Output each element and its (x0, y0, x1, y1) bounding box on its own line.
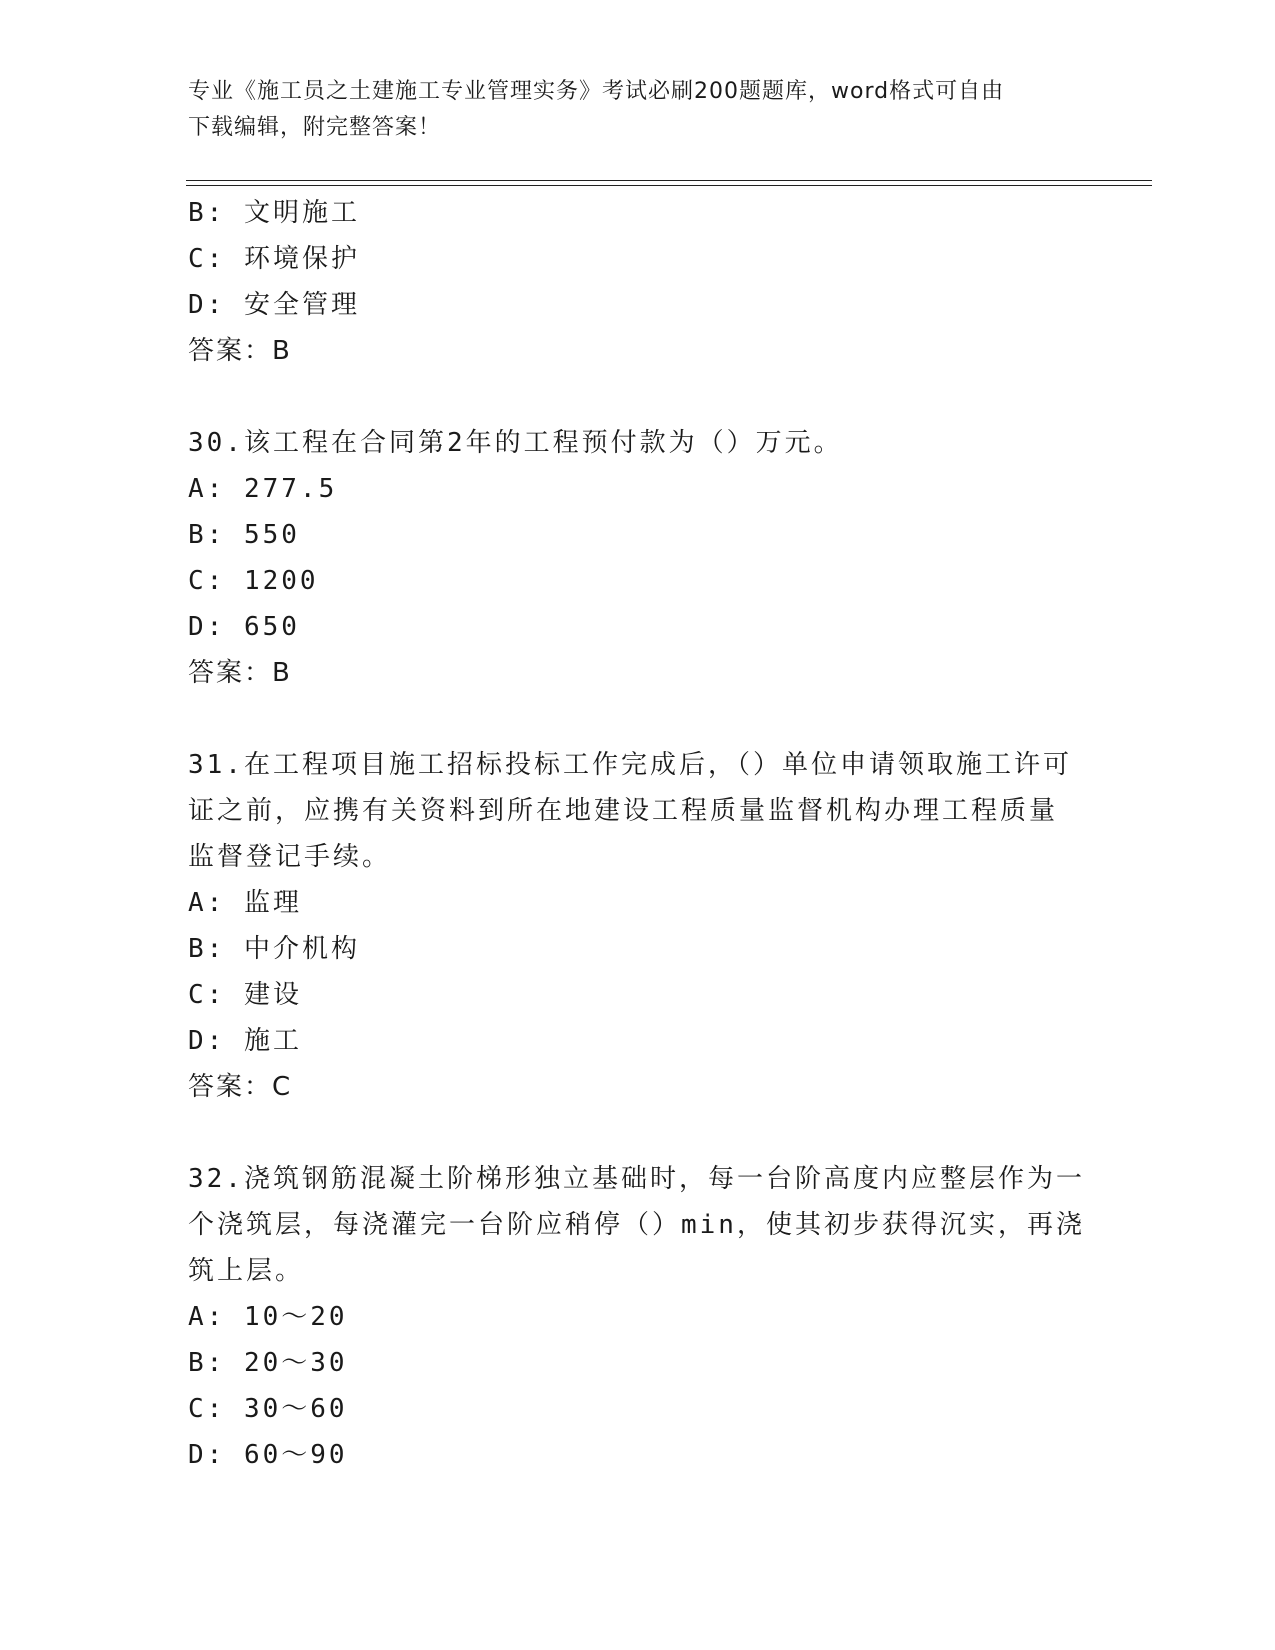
answer: 答案：C (188, 1072, 293, 1102)
question-32 (188, 1156, 1088, 1478)
option-d: D: 60～90 (188, 1440, 348, 1470)
answer: 答案：B (188, 336, 292, 366)
option-a: A: 10～20 (188, 1302, 348, 1332)
header-rule-bottom (186, 185, 1152, 186)
question-30 (188, 420, 1088, 696)
question-29-tail (188, 190, 1088, 374)
option-b: B: 文明施工 (188, 198, 360, 228)
option-c: C: 环境保护 (188, 244, 360, 274)
question-text-line-2: 证之前，应携有关资料到所在地建设工程质量监督机构办理工程质量 (188, 796, 1059, 826)
header-line-2: 下载编辑，附完整答案！ (188, 115, 442, 140)
document-body (188, 190, 1088, 1478)
question-text-line-1: 31.在工程项目施工招标投标工作完成后，（）单位申请领取施工许可 (188, 750, 1072, 780)
header-line-1: 专业《施工员之土建施工专业管理实务》考试必刷200题题库，word格式可自由 (188, 79, 1005, 104)
spacer (188, 1110, 1088, 1156)
option-d: D: 施工 (188, 1026, 302, 1056)
option-c: C: 1200 (188, 566, 319, 596)
option-d: D: 安全管理 (188, 290, 360, 320)
option-c: C: 建设 (188, 980, 302, 1010)
option-b: B: 550 (188, 520, 300, 550)
question-text-line-1: 32.浇筑钢筋混凝土阶梯形独立基础时，每一台阶高度内应整层作为一 (188, 1164, 1085, 1194)
question-text-line-2: 个浇筑层，每浇灌完一台阶应稍停（）min，使其初步获得沉实，再浇 (188, 1210, 1085, 1240)
header-rule-top (186, 180, 1152, 181)
question-text: 30.该工程在合同第2年的工程预付款为（）万元。 (188, 428, 843, 458)
spacer (188, 374, 1088, 420)
question-31 (188, 742, 1088, 1110)
option-b: B: 中介机构 (188, 934, 360, 964)
question-text-line-3: 监督登记手续。 (188, 842, 392, 872)
option-c: C: 30～60 (188, 1394, 348, 1424)
spacer (188, 696, 1088, 742)
option-a: A: 监理 (188, 888, 302, 918)
option-d: D: 650 (188, 612, 300, 642)
answer: 答案：B (188, 658, 292, 688)
question-text-line-3: 筑上层。 (188, 1256, 305, 1286)
option-a: A: 277.5 (188, 474, 338, 504)
option-b: B: 20～30 (188, 1348, 348, 1378)
document-header (188, 74, 1078, 146)
